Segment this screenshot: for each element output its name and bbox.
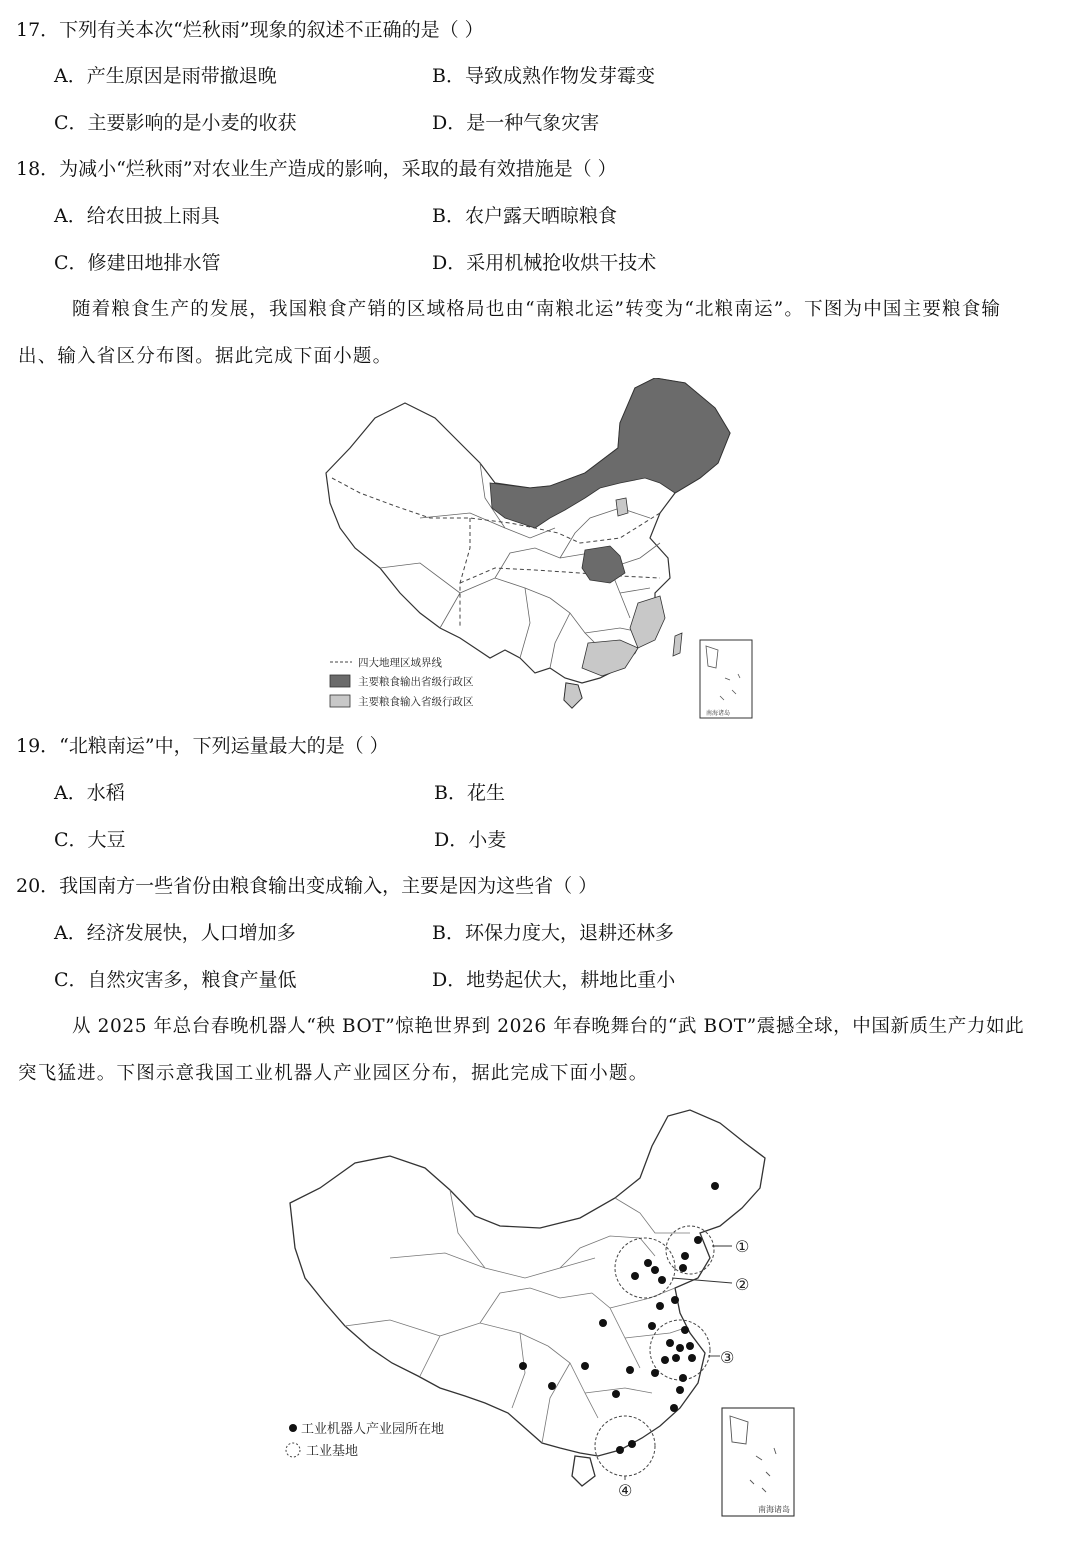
park-dot [688,1354,696,1362]
legend-input-swatch [330,695,350,707]
park-dot [661,1356,669,1364]
q18-option-b: B．农户露天晒晾粮食 [432,205,617,227]
map1-south-sea-inset [700,640,752,718]
park-dot [672,1354,680,1362]
legend-base-circle-icon [286,1443,300,1457]
park-dot [626,1366,634,1374]
henan-output [582,546,625,583]
grain-flow-map-graphic [320,378,760,722]
q19-option-c: C．大豆 [54,829,126,851]
park-dot [548,1382,556,1390]
park-dot [644,1259,652,1267]
marker-leader-lines [625,1246,735,1480]
legend-base-label: 工业基地 [306,1444,359,1459]
passage2-line2: 突飞猛进。下图示意我国工业机器人产业园区分布，据此完成下面小题。 [18,1063,649,1084]
industrial-base-circles [595,1226,714,1476]
q18-option-d: D．采用机械抢收烘干技术 [432,252,657,274]
park-dot [679,1264,687,1272]
robot-park-dots [519,1182,719,1454]
q17-option-b: B．导致成熟作物发芽霉变 [432,65,655,87]
q19-option-d: D．小麦 [434,829,507,851]
park-dot [651,1369,659,1377]
legend-park-label: 工业机器人产业园所在地 [301,1422,445,1437]
hainan-input [564,683,582,708]
park-dot [651,1266,659,1274]
park-dot [694,1236,702,1244]
q18-option-c: C．修建田地排水管 [54,252,221,274]
province-borders-2 [345,1190,690,1443]
q19-stem: 19．“北粮南运”中，下列运量最大的是（ ） [16,735,389,757]
park-dot [612,1390,620,1398]
taiwan [673,633,682,656]
park-dot [648,1322,656,1330]
q20-option-d: D．地势起伏大，耕地比重小 [432,969,676,991]
park-dot [679,1374,687,1382]
q17-stem: 17．下列有关本次“烂秋雨”现象的叙述不正确的是（ ） [16,19,484,41]
beijing-input [616,498,628,516]
passage1-line1: 随着粮食生产的发展，我国粮食产销的区域格局也由“南粮北运”转变为“北粮南运”。下图为中国主要粮食输 [72,299,1002,320]
passage1-line2: 出、输入省区分布图。据此完成下面小题。 [18,346,393,367]
park-dot [676,1386,684,1394]
park-dot [616,1446,624,1454]
map1-inset-label: 南海诸岛 [706,710,731,717]
park-dot [631,1272,639,1280]
map2-south-sea-inset [722,1408,794,1516]
q17-option-d: D．是一种气象灾害 [432,112,600,134]
marker-1: ① [735,1237,750,1256]
base-circle-2 [615,1238,675,1298]
park-dot [658,1276,666,1284]
robot-park-map-graphic [280,1108,800,1548]
q19-option-a: A．水稻 [54,782,125,804]
legend-output-swatch [330,675,350,687]
zhejiang-fujian-input [630,596,665,648]
passage2-line1: 从 2025 年总台春晚机器人“秧 BOT”惊艳世界到 2026 年春晚舞台的“武 BOT”震撼全球，中国新质生产力如此 [72,1016,1025,1037]
map2-legend [286,1421,444,1459]
marker-4: ④ [618,1481,633,1500]
marker-3: ③ [720,1348,735,1367]
q18-option-a: A．给农田披上雨具 [54,205,220,227]
q18-stem: 18．为减小“烂秋雨”对农业生产造成的影响，采取的最有效措施是（ ） [16,158,617,180]
q17-option-c: C．主要影响的是小麦的收获 [54,112,297,134]
guangdong-input [582,640,638,676]
park-dot [671,1296,679,1304]
grain-flow-map [320,378,760,722]
park-dot [686,1342,694,1350]
park-dot [628,1440,636,1448]
park-dot [581,1362,589,1370]
park-dot [711,1182,719,1190]
q20-stem: 20．我国南方一些省份由粮食输出变成输入，主要是因为这些省（ ） [16,875,598,897]
map1-legend [330,656,474,708]
park-dot [666,1339,674,1347]
marker-2: ② [735,1275,750,1294]
park-dot [681,1252,689,1260]
q17-option-a: A．产生原因是雨带撤退晚 [54,65,277,87]
park-dot [656,1302,664,1310]
robot-park-map [280,1108,800,1548]
q19-option-b: B．花生 [434,782,505,804]
legend-boundary-label: 四大地理区域界线 [358,657,442,669]
q20-option-c: C．自然灾害多，粮食产量低 [54,969,297,991]
northeast-inner-mongolia-output [490,378,730,528]
q20-option-a: A．经济发展快，人口增加多 [54,922,296,944]
park-dot [670,1404,678,1412]
legend-output-label: 主要粮食输出省级行政区 [358,676,474,688]
q20-option-b: B．环保力度大，退耕还林多 [432,922,674,944]
park-dot [681,1326,689,1334]
map2-inset-label: 南海诸岛 [758,1505,790,1514]
grain-output-provinces [490,378,730,708]
legend-park-dot-icon [289,1424,297,1432]
legend-input-label: 主要粮食输入省级行政区 [358,696,474,708]
base-circle-4 [595,1416,655,1476]
park-dot [676,1344,684,1352]
park-dot [519,1362,527,1370]
park-dot [599,1319,607,1327]
